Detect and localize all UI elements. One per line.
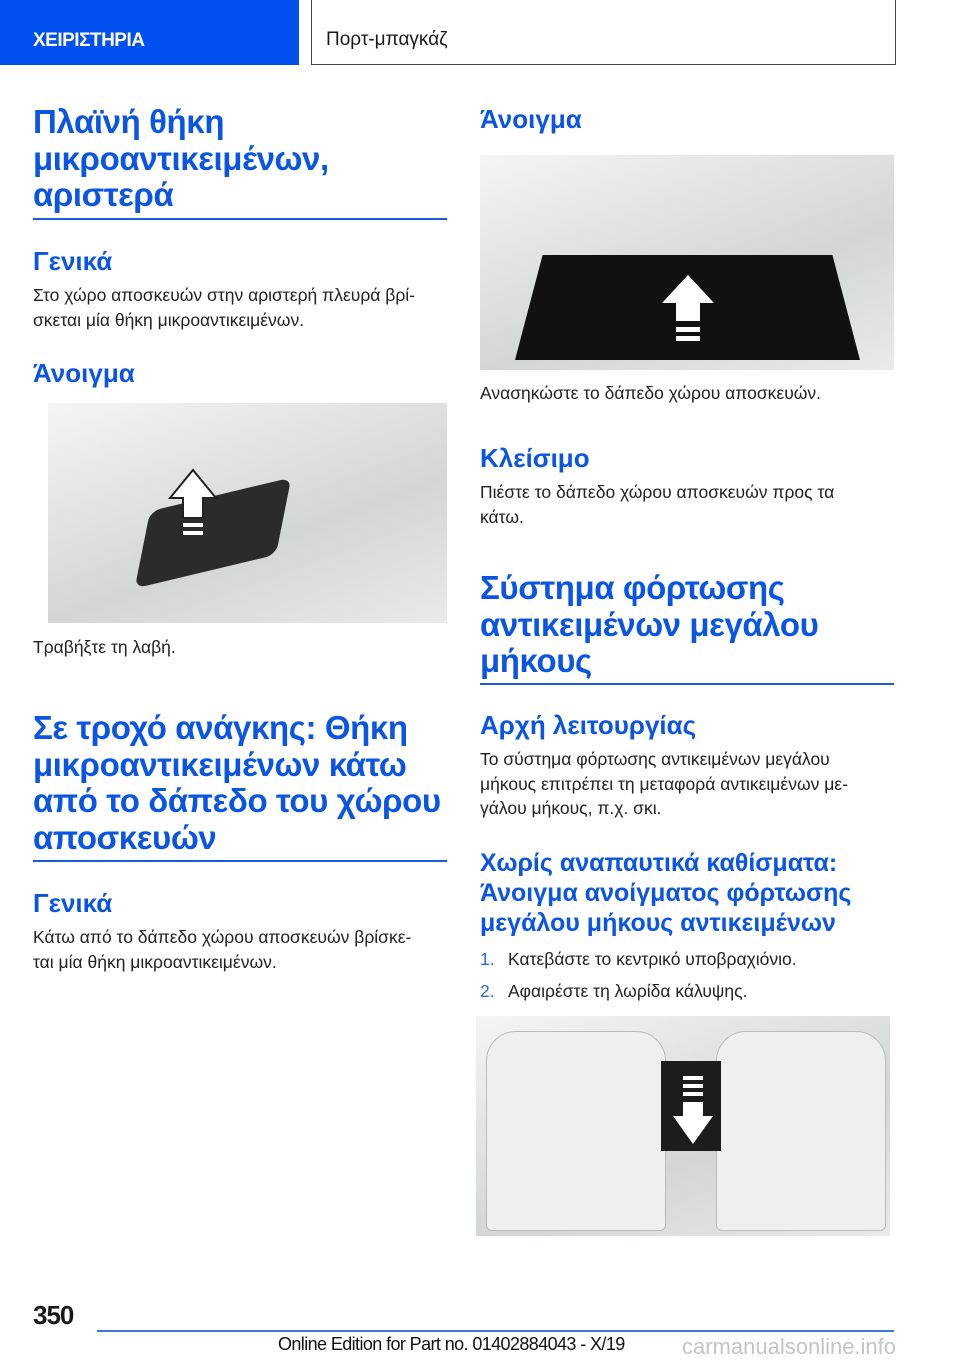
edition-text: Online Edition for Part no. 01402884043 - X/19 [278,1334,625,1354]
arrow-down-icon [671,1074,715,1149]
section-title-load-through: Σύστημα φόρτωσης αντικειμένων μεγάλου μήκους [480,569,819,679]
list-item: 1. Κατεβάστε το κεντρικό υποβραχιόνιο. [480,949,797,969]
general-text: Στο χώρο αποσκευών στην αριστερή πλευρά βρί- σκεται μία θήκη μικροαντικειμένων. [33,285,415,330]
heading-principle: Αρχή λειτουργίας [480,710,697,740]
steps-list [480,943,797,1007]
closing-text: Πιέστε το δάπεδο χώρου αποσκευών προς τα κάτω. [480,482,835,527]
divider [33,860,447,862]
title-line: αριστερά [33,176,174,213]
title-line: μικροαντικειμένων, [33,139,329,177]
subheading-load-through: Χωρίς αναπαυτικά καθίσματα: Άνοιγμα ανοίγματος φόρτωσης μεγάλου μήκους αντικειμένων [480,849,852,937]
heading-closing: Κλείσιμο [480,443,590,473]
opening-caption: Ανασηκώστε το δάπεδο χώρου αποσκευών. [480,383,822,403]
general-text: Κάτω από το δάπεδο χώρου αποσκευών βρίσκε- ται μία θήκη μικροαντικειμένων. [33,927,412,972]
watermark: carmanualsonline.info [682,1334,897,1359]
footer-rule [97,1330,894,1332]
opening-caption: Τραβήξτε τη λαβή. [33,637,176,657]
heading-general: Γενικά [33,888,113,918]
rear-seats-image [476,1016,890,1236]
breadcrumb: Πορτ-μπαγκάζ [311,0,896,65]
divider [33,218,447,220]
arrow-up-icon [168,468,218,548]
list-item: 2. Αφαιρέστε τη λωρίδα κάλυψης. [480,981,748,1001]
arrow-up-icon [660,273,716,363]
divider [480,683,894,685]
side-compartment-image [48,403,447,623]
heading-general: Γενικά [33,246,113,276]
title-line: Πλαϊνή θήκη [33,103,225,140]
section-title-underfloor-compartment: Σε τροχό ανάγκης: Θήκη μικροαντικειμένων κάτω από το δάπεδο του χώρου αποσκευών [33,709,441,856]
section-title-side-compartment [33,104,453,214]
page-number: 350 [33,1300,74,1330]
principle-text: Το σύστημα φόρτωσης αντικειμένων μεγάλου μήκους επιτρέπει τη μεταφορά αντικειμένων με- γάλου μήκους, π.χ. σκι. [480,749,848,818]
trunk-floor-image [480,155,894,370]
section-tab: ΧΕΙΡΙΣΤΗΡΙΑ [0,0,299,65]
heading-opening: Άνοιγμα [33,358,135,388]
heading-opening: Άνοιγμα [480,104,582,134]
